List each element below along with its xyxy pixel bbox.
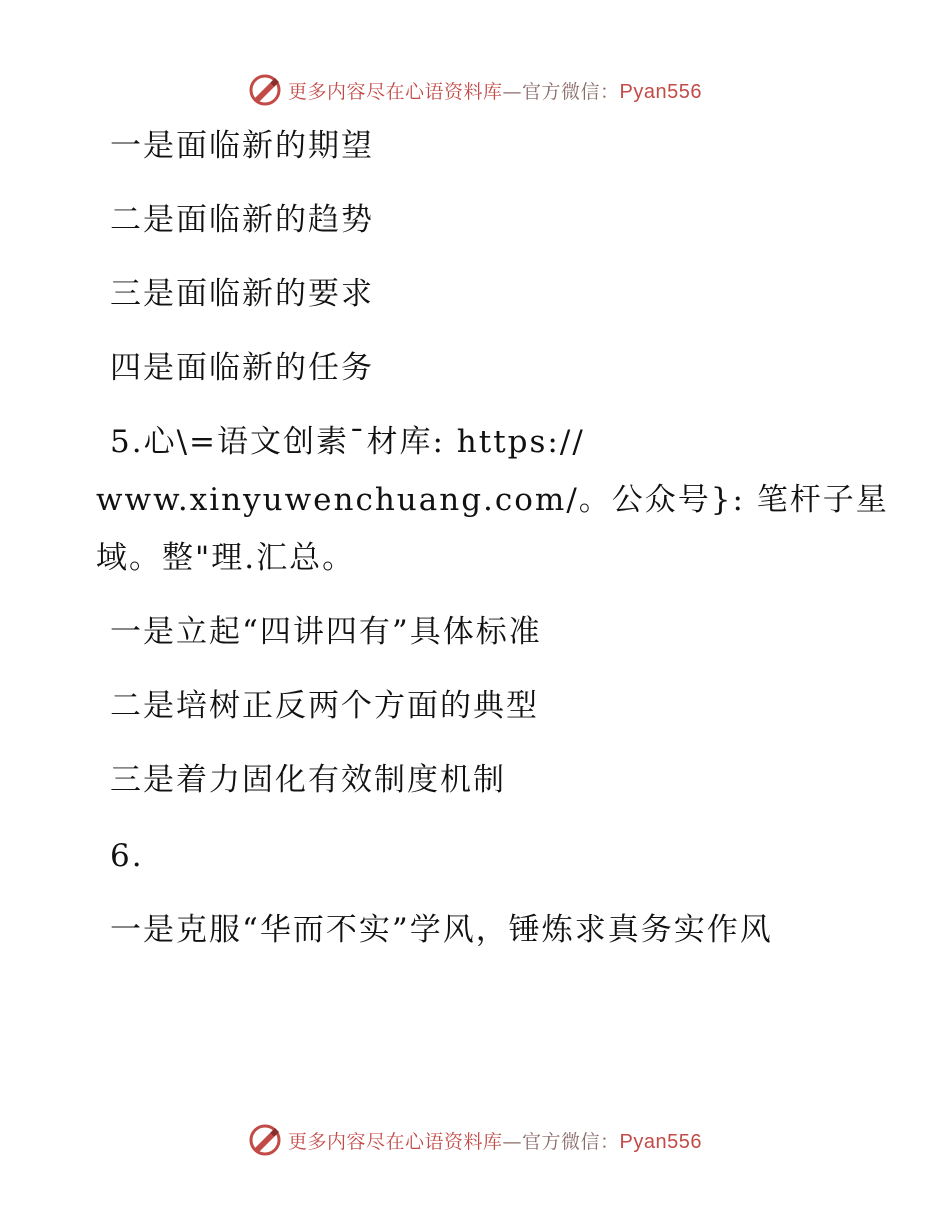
pen-logo-icon (248, 73, 282, 107)
paragraph-5-line-3: 域。整"理.汇总。 (96, 540, 356, 576)
footer-banner-text: 更多内容尽在心语资料库—官方微信：Pyan556 (288, 1130, 702, 1153)
header-banner (0, 70, 950, 110)
pen-logo-icon (248, 1123, 282, 1157)
text-line: 三是着力固化有效制度机制 (110, 762, 506, 798)
item-6-number: 6. (110, 838, 144, 874)
footer-banner (0, 1120, 950, 1160)
text-line: 一是立起“四讲四有”具体标准 (110, 614, 542, 650)
text-line: 四是面临新的任务 (110, 350, 374, 386)
text-line: 一是克服“华而不实”学风，锤炼求真务实作风 (110, 912, 773, 948)
text-line: 二是面临新的趋势 (110, 202, 374, 238)
paragraph-5-line-1: 5.心\=语文创素¯材库: https:// (110, 424, 585, 460)
text-line: 三是面临新的要求 (110, 276, 374, 312)
text-line: 二是培树正反两个方面的典型 (110, 688, 539, 724)
paragraph-5-line-2: www.xinyuwenchuang.com/。公众号}: 笔杆子星 (96, 482, 889, 518)
header-banner-text: 更多内容尽在心语资料库—官方微信：Pyan556 (288, 80, 702, 103)
text-line: 一是面临新的期望 (110, 128, 374, 164)
